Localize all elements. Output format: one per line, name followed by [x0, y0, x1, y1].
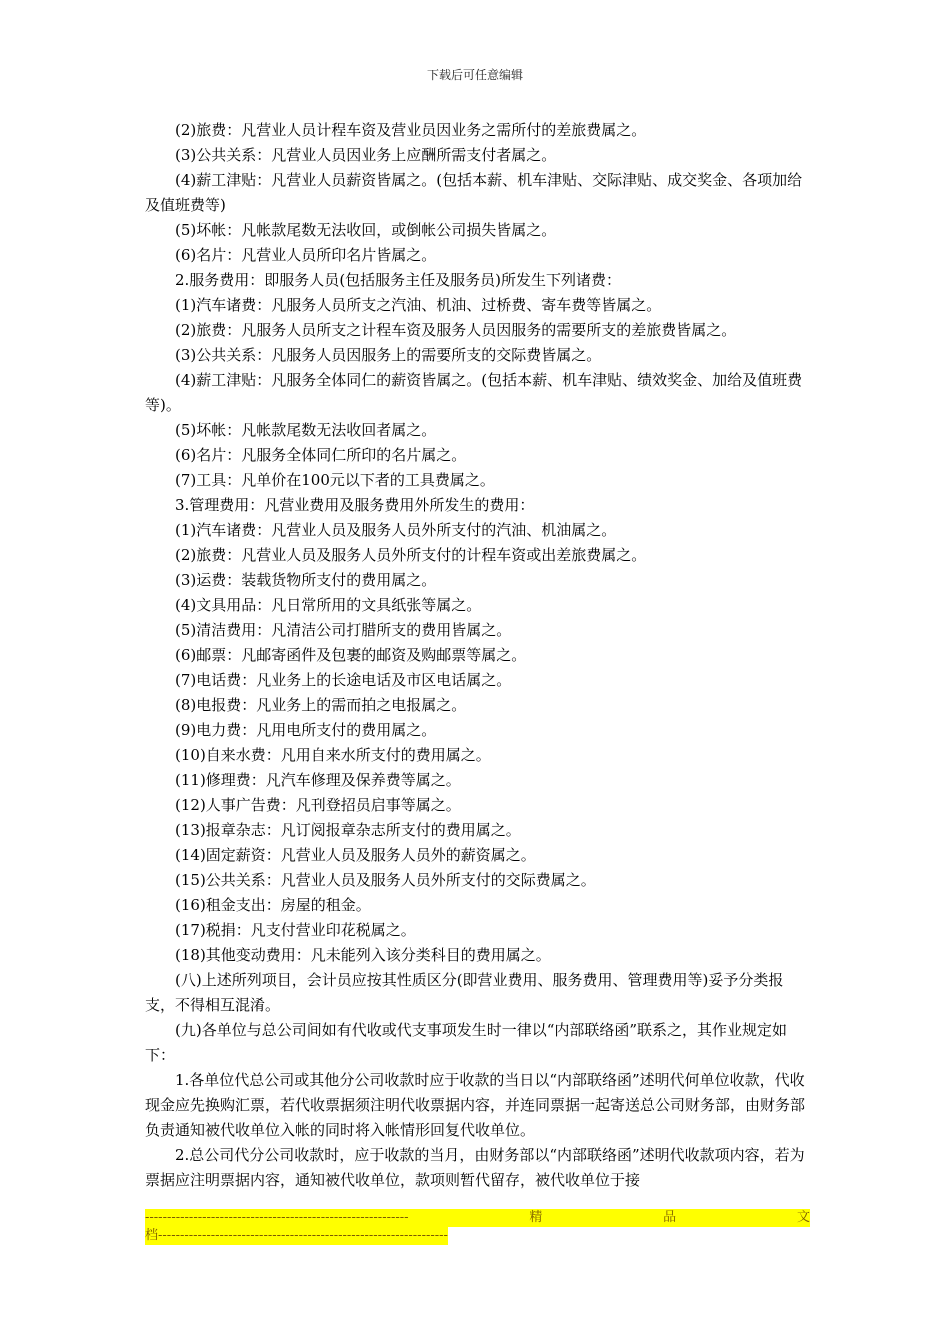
paragraph: (6)名片：凡服务全体同仁所印的名片属之。 [175, 446, 467, 464]
footer-dashes-right: ------------------------------------------------------------------ [158, 1228, 448, 1243]
paragraph: (6)邮票：凡邮寄函件及包裹的邮资及购邮票等属之。 [175, 646, 527, 664]
paragraph: (16)租金支出：房屋的租金。 [175, 896, 371, 914]
paragraph: (7)工具：凡单价在100元以下者的工具费属之。 [175, 471, 495, 489]
paragraph: (7)电话费：凡业务上的长途电话及市区电话属之。 [175, 671, 512, 689]
paragraph: (3)运费：装载货物所支付的费用属之。 [175, 571, 437, 589]
paragraph: (9)电力费：凡用电所支付的费用属之。 [175, 721, 437, 739]
paragraph: (8)电报费：凡业务上的需而拍之电报属之。 [175, 696, 467, 714]
page-header: 下载后可任意编辑 [426, 68, 523, 82]
paragraph: 2.总公司代分公司收款时，应于收款的当月，由财务部以“内部联络函”述明代收款项内容，若为票据应注明票据内容，通知被代收单位，款项则暂代留存，被代收单位于接 [145, 1146, 805, 1189]
paragraph: (5)坏帐：凡帐款尾数无法收回，或倒帐公司损失皆属之。 [175, 221, 557, 239]
paragraph: (九)各单位与总公司间如有代收或代支事项发生时一律以“内部联络函”联系之，其作业规定如下： [145, 1021, 788, 1064]
footer-word: 品 [663, 1210, 677, 1225]
paragraph: (4)薪工津贴：凡营业人员薪资皆属之。(包括本薪、机车津贴、交际津贴、成交奖金、各项加给及值班费等) [145, 171, 803, 214]
paragraph: (6)名片：凡营业人员所印名片皆属之。 [175, 246, 437, 264]
paragraph: (3)公共关系：凡服务人员因服务上的需要所支的交际费皆属之。 [175, 346, 602, 364]
paragraph: (5)坏帐：凡帐款尾数无法收回者属之。 [175, 421, 437, 439]
footer-dashes-left: ------------------------------------------------------------ [145, 1210, 409, 1225]
paragraph: (2)旅费：凡营业人员及服务人员外所支付的计程车资或出差旅费属之。 [175, 546, 647, 564]
footer-word: 文 [796, 1210, 810, 1225]
footer-word: 精 [529, 1210, 543, 1225]
paragraph: (3)公共关系：凡营业人员因业务上应酬所需支付者属之。 [175, 146, 557, 164]
paragraph: (2)旅费：凡服务人员所支之计程车资及服务人员因服务的需要所支的差旅费皆属之。 [175, 321, 737, 339]
paragraph: (15)公共关系：凡营业人员及服务人员外所支付的交际费属之。 [175, 871, 596, 889]
paragraph: (4)薪工津贴：凡服务全体同仁的薪资皆属之。(包括本薪、机车津贴、绩效奖金、加给及值班费等)。 [145, 371, 803, 414]
paragraph: (2)旅费：凡营业人员计程车资及营业员因业务之需所付的差旅费属之。 [175, 121, 647, 139]
document-body [145, 118, 810, 1193]
paragraph: (12)人事广告费：凡刊登招员启事等属之。 [175, 796, 461, 814]
paragraph: 3.管理费用：凡营业费用及服务费用外所发生的费用： [175, 496, 535, 514]
paragraph: (17)税捐：凡支付营业印花税属之。 [175, 921, 416, 939]
paragraph: (5)清洁费用：凡清洁公司打腊所支的费用皆属之。 [175, 621, 512, 639]
paragraph: (11)修理费：凡汽车修理及保养费等属之。 [175, 771, 461, 789]
paragraph: (13)报章杂志：凡订阅报章杂志所支付的费用属之。 [175, 821, 521, 839]
footer-banner-row [145, 1209, 810, 1227]
paragraph: 2.服务费用：即服务人员(包括服务主任及服务员)所发生下列诸费： [175, 271, 622, 289]
paragraph: (4)文具用品：凡日常所用的文具纸张等属之。 [175, 596, 482, 614]
footer-banner-row [145, 1227, 448, 1245]
paragraph: 1.各单位代总公司或其他分公司收款时应于收款的当日以“内部联络函”述明代何单位收款，代收现金应先换购汇票，若代收票据须注明代收票据内容，并连同票据一起寄送总公司财务部，由财务部负责通知被代收单位入帐的同时将入帐情形回复代收单位。 [145, 1071, 806, 1139]
paragraph: (1)汽车诸费：凡服务人员所支之汽油、机油、过桥费、寄车费等皆属之。 [175, 296, 662, 314]
paragraph: (18)其他变动费用：凡未能列入该分类科目的费用属之。 [175, 946, 551, 964]
paragraph: (八)上述所列项目，会计员应按其性质区分(即营业费用、服务费用、管理费用等)妥予分类报支，不得相互混淆。 [145, 971, 784, 1014]
paragraph: (14)固定薪资：凡营业人员及服务人员外的薪资属之。 [175, 846, 536, 864]
footer-word: 档 [145, 1228, 159, 1243]
paragraph: (10)自来水费：凡用自来水所支付的费用属之。 [175, 746, 491, 764]
footer-banner [145, 1209, 810, 1245]
paragraph: (1)汽车诸费：凡营业人员及服务人员外所支付的汽油、机油属之。 [175, 521, 617, 539]
